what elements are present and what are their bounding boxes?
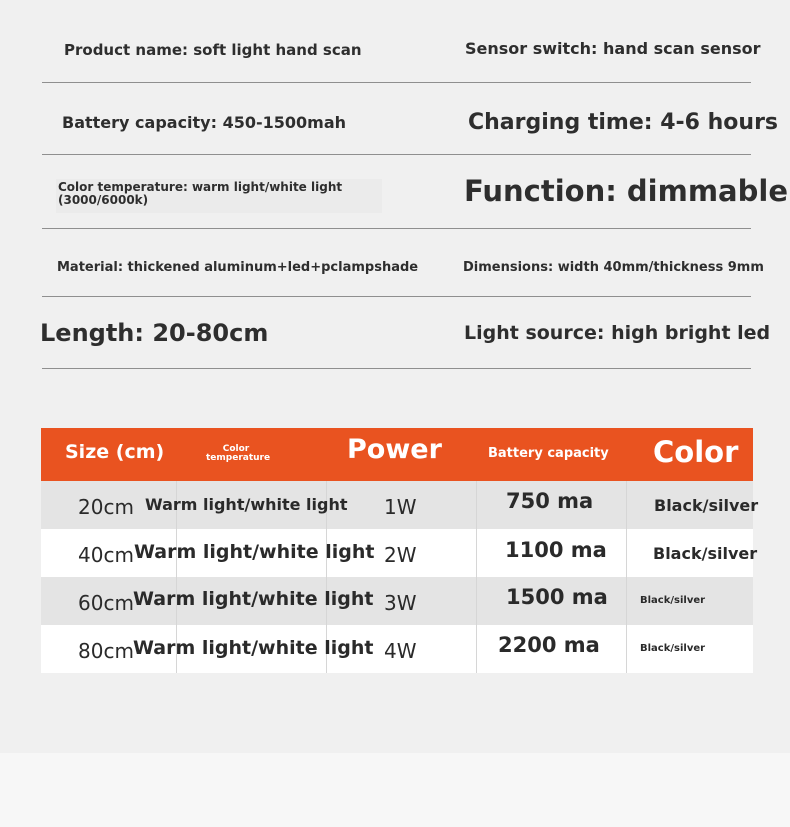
spec-color-temperature-line2: (3000/6000k) [58, 193, 149, 207]
spec-table [41, 428, 759, 673]
column-divider [476, 577, 477, 625]
spec-charging-time: Charging time: 4-6 hours [468, 110, 779, 135]
cell-battery: 2200 ma [498, 633, 600, 657]
table-header [41, 428, 753, 481]
spec-material: Material: thickened aluminum+led+pclampshade [57, 260, 419, 275]
cell-color: Black/silver [640, 595, 706, 606]
cell-power: 3W [384, 591, 417, 615]
column-divider [476, 481, 477, 529]
cell-temperature: Warm light/white light [133, 588, 374, 610]
column-divider [626, 481, 627, 529]
cell-size: 60cm [78, 591, 134, 615]
spec-sensor-switch: Sensor switch: hand scan sensor [465, 39, 761, 58]
cell-battery: 750 ma [506, 489, 594, 513]
column-divider [476, 625, 477, 673]
cell-battery: 1500 ma [506, 585, 608, 609]
divider [42, 368, 751, 369]
spec-color-temperature [56, 179, 382, 213]
header-battery-capacity: Battery capacity [488, 446, 609, 461]
cell-temperature: Warm light/white light [133, 637, 374, 659]
table-row [41, 625, 753, 673]
cell-color: Black/silver [653, 544, 758, 563]
cell-power: 1W [384, 495, 417, 519]
table-row [41, 577, 753, 625]
divider [42, 296, 751, 297]
table-row [41, 529, 758, 577]
cell-battery: 1100 ma [505, 538, 607, 562]
cell-power: 4W [384, 639, 417, 663]
column-divider [626, 529, 627, 577]
spec-battery-capacity: Battery capacity: 450-1500mah [62, 113, 347, 132]
spec-length: Length: 20-80cm [40, 319, 269, 347]
spec-product-name: Product name: soft light hand scan [64, 41, 362, 59]
cell-temperature: Warm light/white light [145, 495, 348, 514]
header-color-temperature [206, 444, 271, 463]
divider [42, 82, 751, 83]
header-color: Color [653, 435, 739, 469]
header-color-temperature-line2: temperature [206, 453, 271, 463]
spec-light-source: Light source: high bright led [464, 322, 771, 344]
cell-size: 80cm [78, 639, 134, 663]
column-divider [626, 577, 627, 625]
cell-color: Black/silver [640, 643, 706, 654]
cell-color: Black/silver [654, 496, 759, 515]
header-size: Size (cm) [65, 441, 165, 463]
cell-power: 2W [384, 543, 417, 567]
divider [42, 228, 751, 229]
cell-size: 40cm [78, 543, 134, 567]
spec-color-temperature-line1: Color temperature: warm light/white light [58, 180, 343, 194]
cell-size: 20cm [78, 495, 134, 519]
divider [42, 154, 751, 155]
cell-temperature: Warm light/white light [134, 541, 375, 563]
header-color-temperature-line1: Color [222, 444, 250, 454]
table-row [41, 481, 759, 529]
header-power: Power [347, 434, 442, 465]
column-divider [476, 529, 477, 577]
column-divider [626, 625, 627, 673]
table-body [41, 481, 759, 673]
spec-function: Function: dimmable [464, 174, 788, 208]
bottom-band [0, 753, 790, 827]
spec-dimensions: Dimensions: width 40mm/thickness 9mm [463, 260, 764, 275]
